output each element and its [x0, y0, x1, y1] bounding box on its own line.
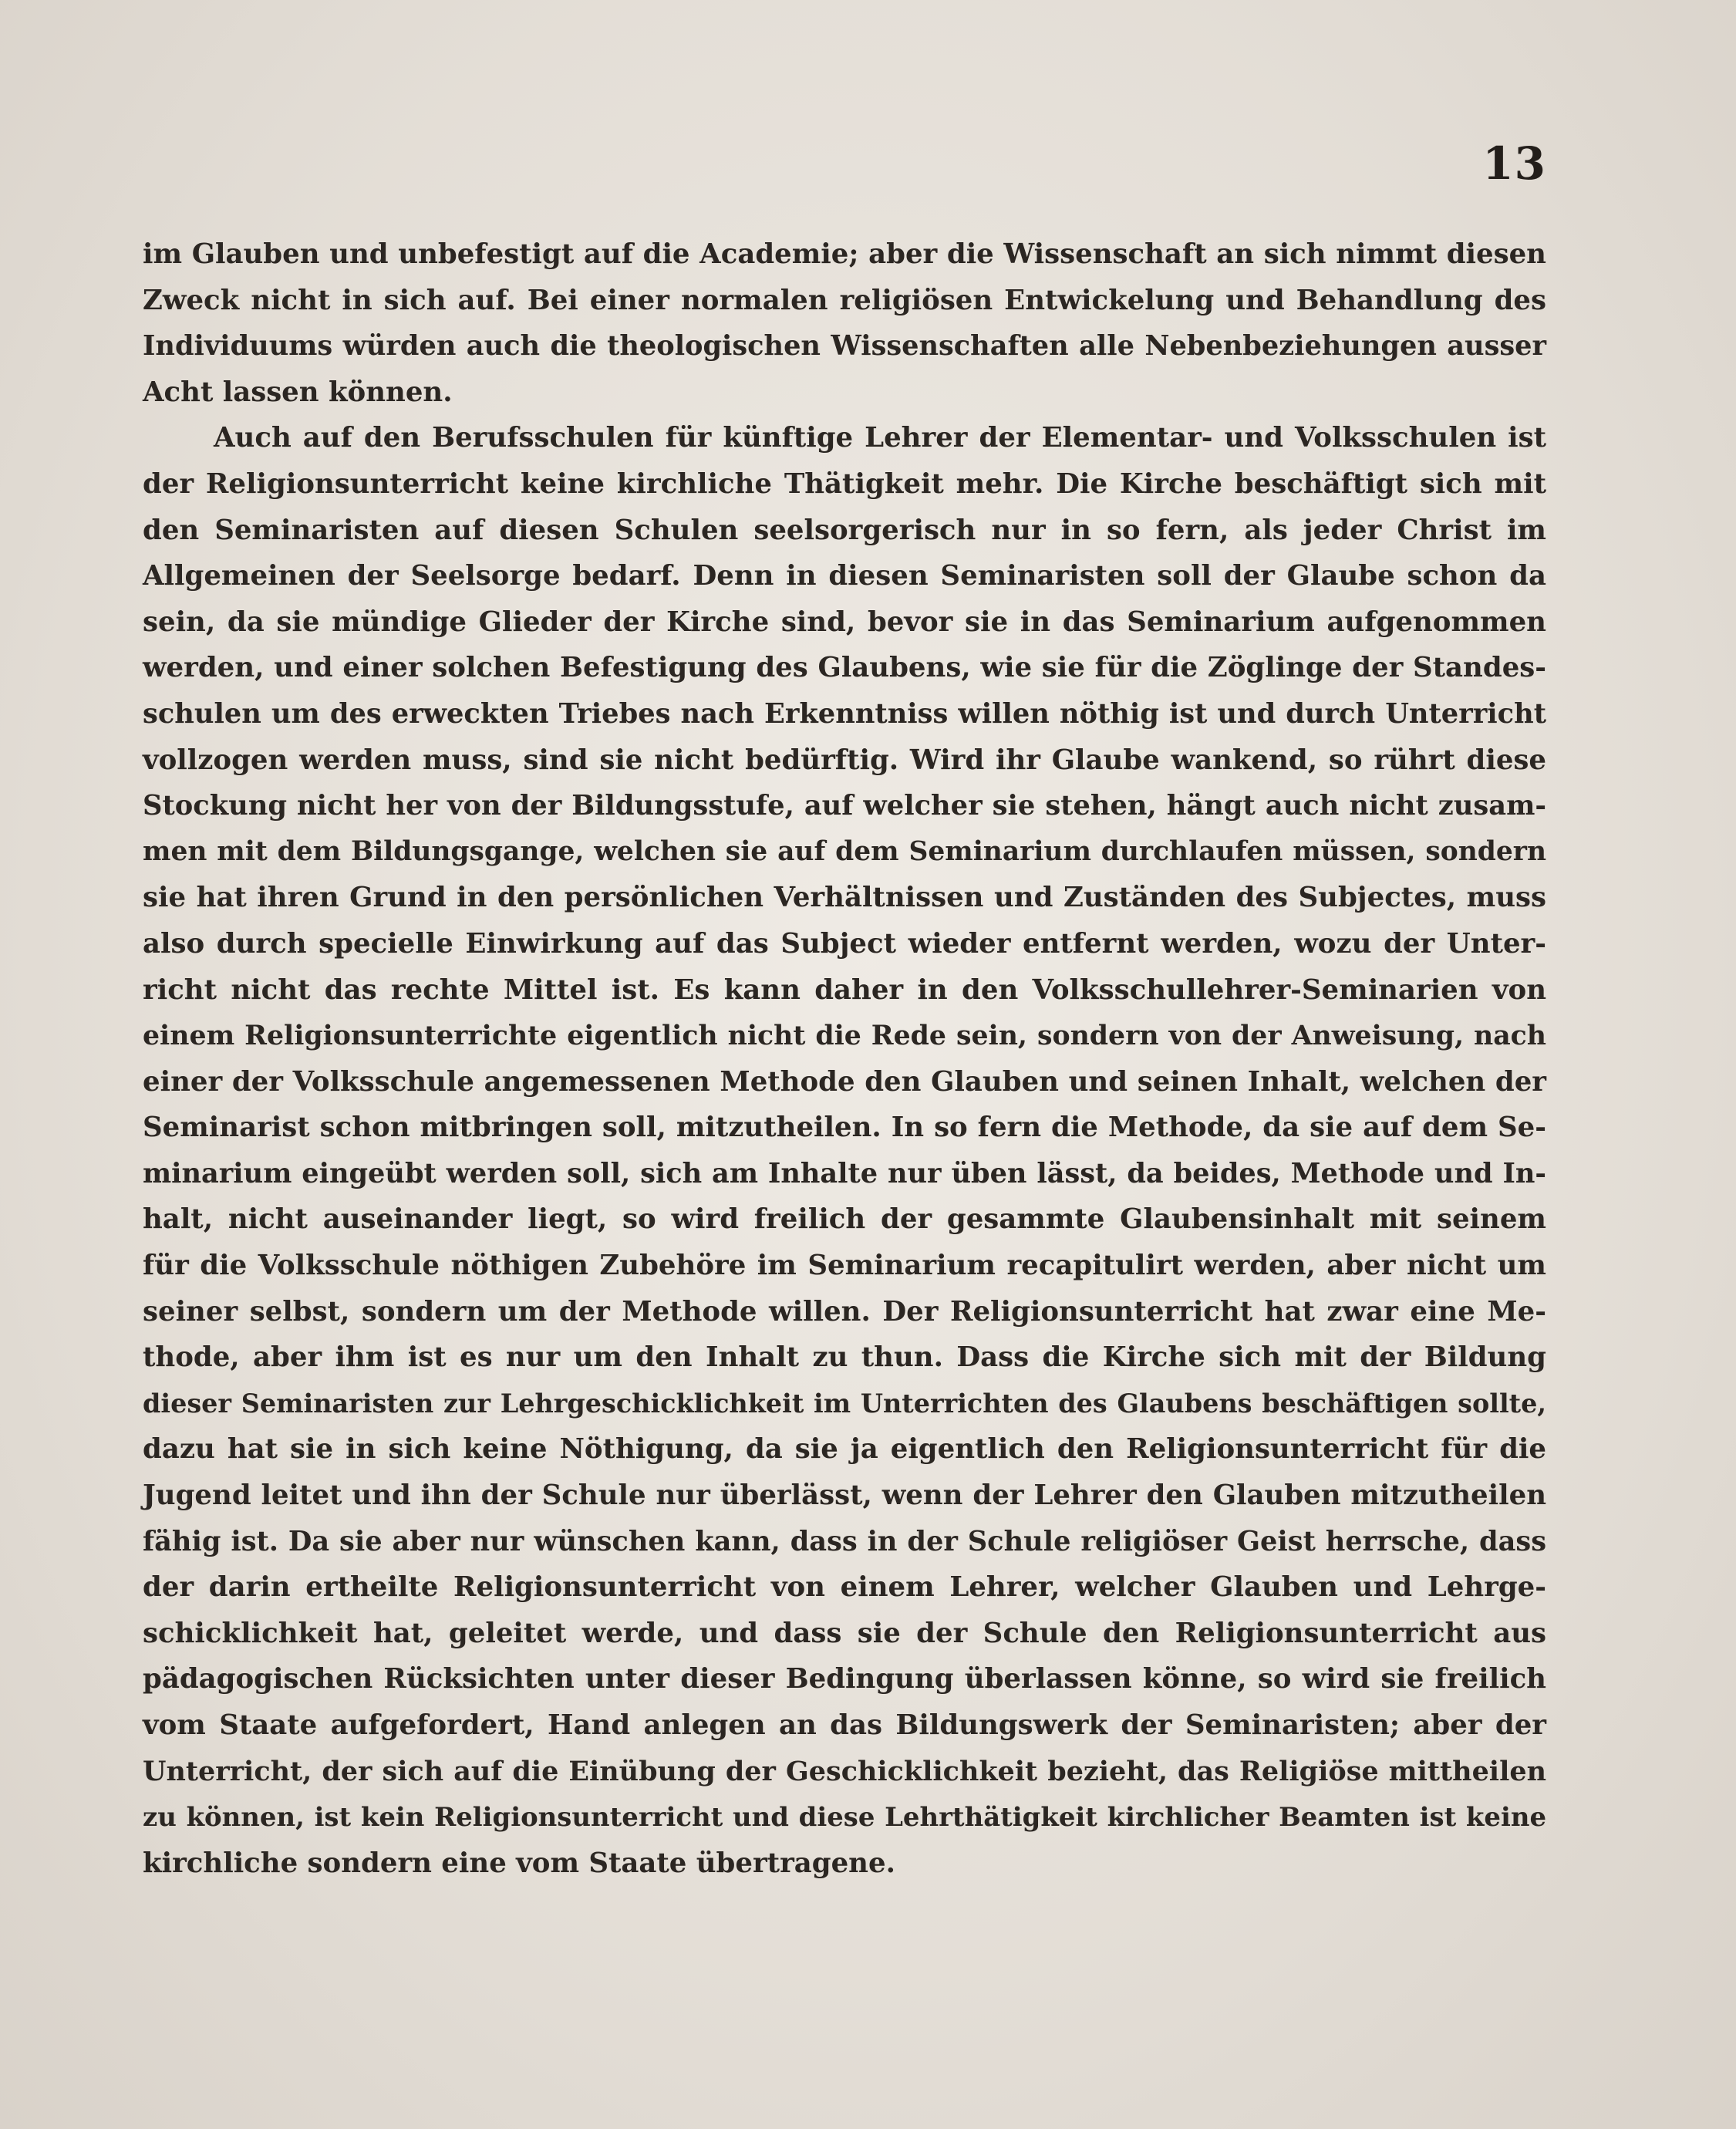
text-line: dieser Seminaristen zur Lehrgeschicklichkeit im Unterrichten des Glaubens beschäftigen sollte, [143, 1388, 1546, 1419]
paragraph-2 [143, 415, 1546, 1886]
text-line: fähig ist. Da sie aber nur wünschen kann, dass in der Schule religiöser Geist herrsche, dass [143, 1525, 1546, 1557]
text-line: vollzogen werden muss, sind sie nicht bedürftig. Wird ihr Glaube wankend, so rührt diese [143, 744, 1546, 776]
text-line: seiner selbst, sondern um der Methode willen. Der Religionsunterricht hat zwar eine Me- [143, 1295, 1546, 1328]
text-line: Unterricht, der sich auf die Einübung der Geschicklichkeit bezieht, das Religiöse mittheilen [143, 1755, 1546, 1787]
text-line: einem Religionsunterrichte eigentlich nicht die Rede sein, sondern von der Anweisung, nach [143, 1020, 1546, 1052]
text-line: sein, da sie mündige Glieder der Kirche sind, bevor sie in das Seminarium aufgenommen [143, 606, 1546, 638]
text-line: also durch specielle Einwirkung auf das Subject wieder entfernt werden, wozu der Unter- [143, 927, 1546, 960]
text-line: Seminarist schon mitbringen soll, mitzutheilen. In so fern die Methode, da sie auf dem Se- [143, 1112, 1546, 1144]
text-line: halt, nicht auseinander liegt, so wird freilich der gesammte Glaubensinhalt mit seinem [143, 1203, 1546, 1236]
text-line: Allgemeinen der Seelsorge bedarf. Denn in diesen Seminaristen soll der Glaube schon da [143, 560, 1546, 592]
text-line: minarium eingeübt werden soll, sich am Inhalte nur üben lässt, da beides, Methode und In- [143, 1157, 1546, 1189]
text-line: den Seminaristen auf diesen Schulen seelsorgerisch nur in so fern, als jeder Christ im [143, 514, 1546, 546]
text-line: dazu hat sie in sich keine Nöthigung, da sie ja eigentlich den Religionsunterricht für die [143, 1433, 1546, 1466]
text-line: werden, und einer solchen Befestigung des Glaubens, wie sie für die Zöglinge der Standes- [143, 652, 1546, 684]
text-line: pädagogischen Rücksichten unter dieser Bedingung überlassen könne, so wird sie freilich [143, 1663, 1546, 1695]
text-line: vom Staate aufgefordert, Hand anlegen an das Bildungswerk der Seminaristen; aber der [143, 1709, 1546, 1741]
text-line: thode, aber ihm ist es nur um den Inhalt zu thun. Dass die Kirche sich mit der Bildung [143, 1341, 1546, 1374]
text-line: Acht lassen können. [143, 376, 453, 408]
text-line: zu können, ist kein Religionsunterricht und diese Lehrthätigkeit kirchlicher Beamten ist keine [143, 1801, 1546, 1833]
text-line: Stockung nicht her von der Bildungsstufe, auf welcher sie stehen, hängt auch nicht zusam- [143, 790, 1546, 822]
paragraph-1 [143, 231, 1546, 415]
text-line: für die Volksschule nöthigen Zubehöre im Seminarium recapitulirt werden, aber nicht um [143, 1250, 1546, 1282]
text-line: Jugend leitet und ihn der Schule nur überlässt, wenn der Lehrer den Glauben mitzutheilen [143, 1480, 1546, 1512]
text-block [143, 231, 1546, 1886]
text-line: Auch auf den Berufsschulen für künftige Lehrer der Elementar- und Volksschulen ist [214, 422, 1546, 454]
text-line: Individuums würden auch die theologischen Wissenschaften alle Nebenbeziehungen ausser [143, 330, 1546, 363]
text-line: im Glauben und unbefestigt auf die Academie; aber die Wissenschaft an sich nimmt diesen [143, 238, 1546, 270]
text-line: schicklichkeit hat, geleitet werde, und dass sie der Schule den Religionsunterricht aus [143, 1617, 1546, 1649]
text-line: richt nicht das rechte Mittel ist. Es kann daher in den Volksschullehrer-Seminarien von [143, 973, 1546, 1006]
text-line: men mit dem Bildungsgange, welchen sie auf dem Seminarium durchlaufen müssen, sondern [143, 835, 1546, 867]
text-line: kirchliche sondern eine vom Staate übertragene. [143, 1847, 895, 1879]
text-line: der Religionsunterricht keine kirchliche Thätigkeit mehr. Die Kirche beschäftigt sich mit [143, 467, 1546, 500]
text-line: Zweck nicht in sich auf. Bei einer normalen religiösen Entwickelung und Behandlung des [143, 284, 1546, 316]
text-line: sie hat ihren Grund in den persönlichen Verhältnissen und Zuständen des Subjectes, muss [143, 882, 1546, 914]
page-number: 13 [1482, 137, 1546, 190]
text-line: schulen um des erweckten Triebes nach Erkenntniss willen nöthig ist und durch Unterricht [143, 697, 1546, 730]
text-line: einer der Volksschule angemessenen Methode den Glauben und seinen Inhalt, welchen der [143, 1065, 1546, 1098]
text-line: der darin ertheilte Religionsunterricht von einem Lehrer, welcher Glauben und Lehrge- [143, 1571, 1546, 1604]
